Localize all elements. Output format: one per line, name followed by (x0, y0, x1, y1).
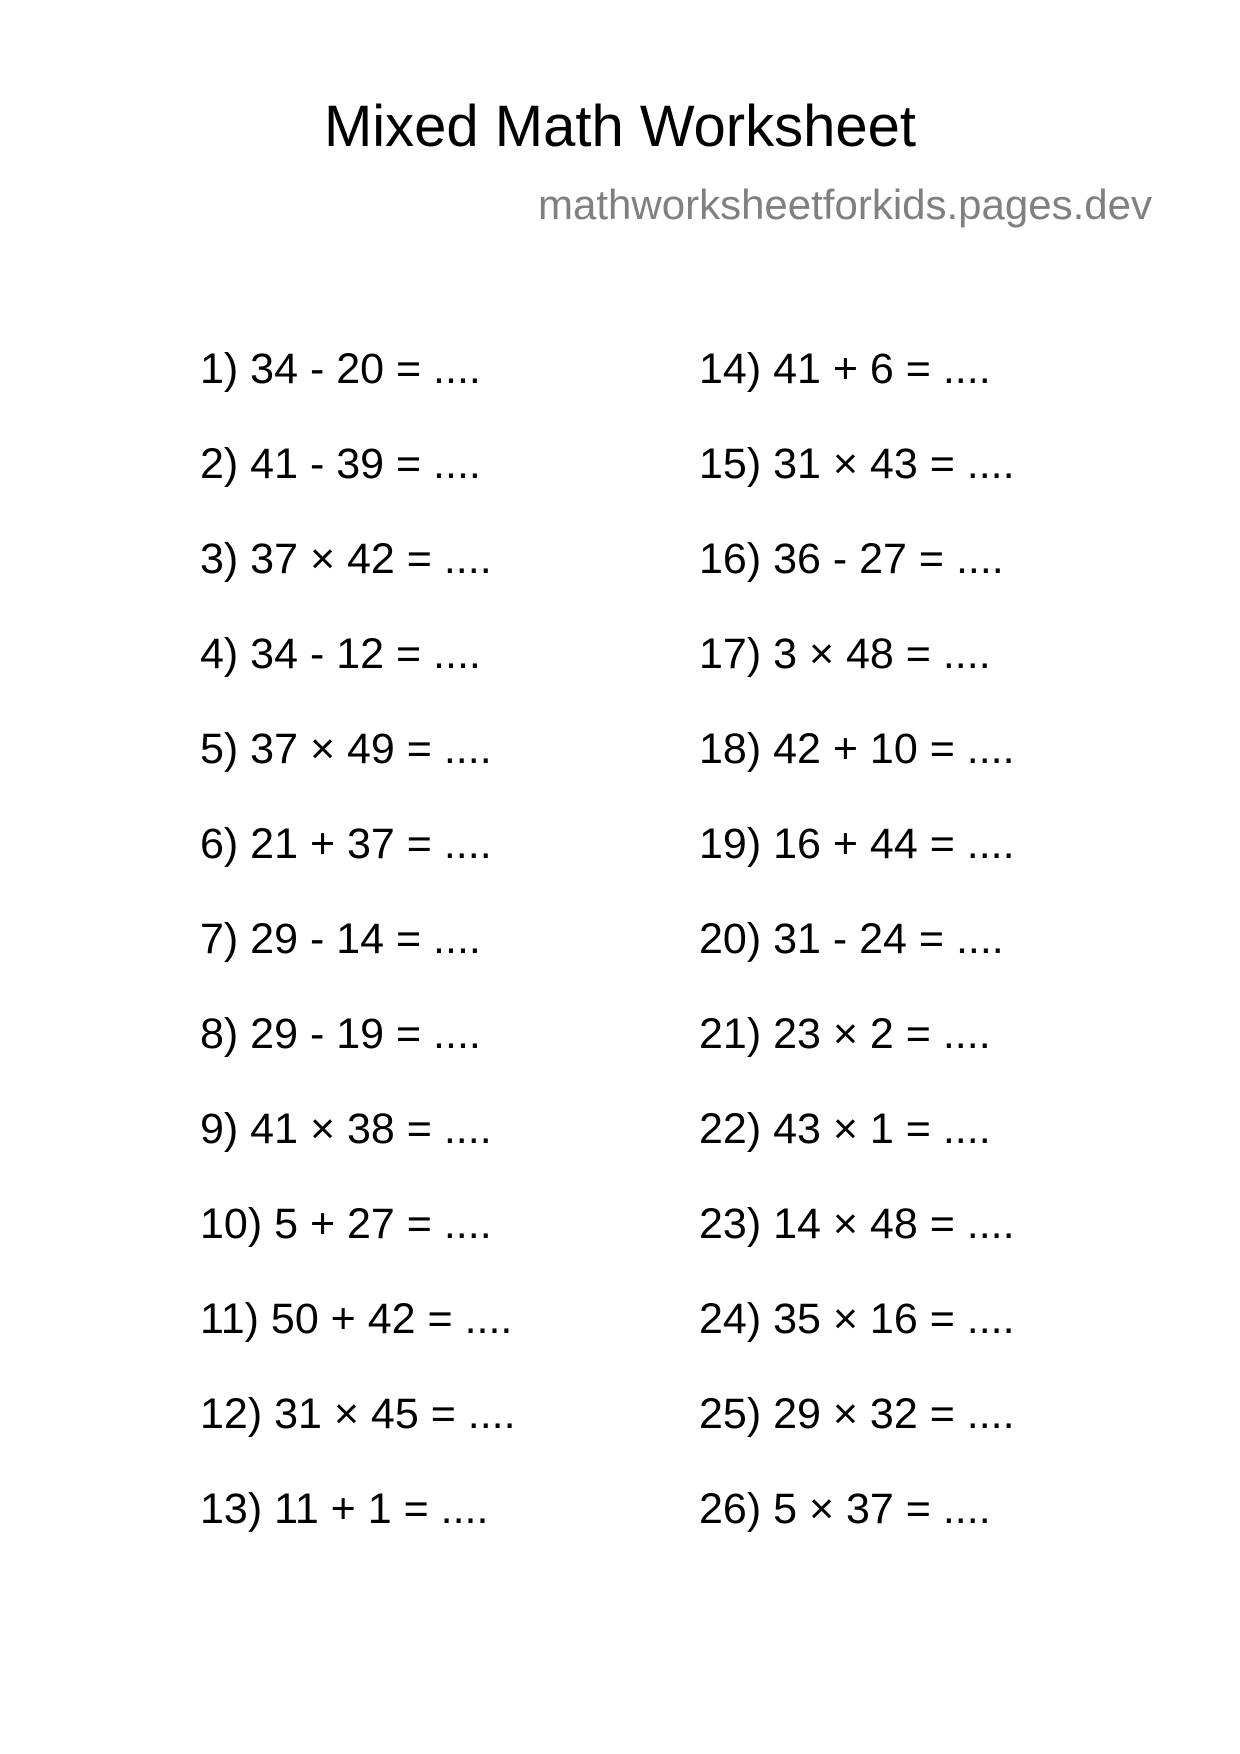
problem-item: 2) 41 - 39 = .... (200, 440, 481, 488)
problem-item: 15) 31 × 43 = .... (699, 440, 1015, 488)
problem-item: 13) 11 + 1 = .... (200, 1485, 489, 1533)
page-title: Mixed Math Worksheet (323, 94, 917, 159)
problem-item: 16) 36 - 27 = .... (699, 535, 1004, 583)
problem-item: 26) 5 × 37 = .... (699, 1485, 991, 1533)
problem-item: 5) 37 × 49 = .... (200, 725, 492, 773)
problem-item: 14) 41 + 6 = .... (699, 345, 991, 393)
problem-item: 7) 29 - 14 = .... (200, 915, 481, 963)
problem-item: 18) 42 + 10 = .... (699, 725, 1015, 773)
problem-item: 10) 5 + 27 = .... (200, 1200, 492, 1248)
problem-item: 1) 34 - 20 = .... (200, 345, 481, 393)
source-url: mathworksheetforkids.pages.dev (538, 181, 1152, 228)
problem-item: 12) 31 × 45 = .... (200, 1390, 516, 1438)
problem-item: 24) 35 × 16 = .... (699, 1295, 1015, 1343)
problem-item: 25) 29 × 32 = .... (699, 1390, 1015, 1438)
problem-item: 21) 23 × 2 = .... (699, 1010, 991, 1058)
problem-item: 17) 3 × 48 = .... (699, 630, 991, 678)
problem-item: 8) 29 - 19 = .... (200, 1010, 481, 1058)
problem-column-left (200, 345, 680, 1583)
problem-item: 23) 14 × 48 = .... (699, 1200, 1015, 1248)
problem-item: 9) 41 × 38 = .... (200, 1105, 492, 1153)
problem-column-right (699, 345, 1179, 1583)
problem-item: 3) 37 × 42 = .... (200, 535, 492, 583)
problem-item: 11) 50 + 42 = .... (200, 1295, 513, 1343)
problem-item: 20) 31 - 24 = .... (699, 915, 1004, 963)
problem-item: 19) 16 + 44 = .... (699, 820, 1015, 868)
problem-item: 22) 43 × 1 = .... (699, 1105, 991, 1153)
problem-item: 6) 21 + 37 = .... (200, 820, 492, 868)
problem-item: 4) 34 - 12 = .... (200, 630, 481, 678)
